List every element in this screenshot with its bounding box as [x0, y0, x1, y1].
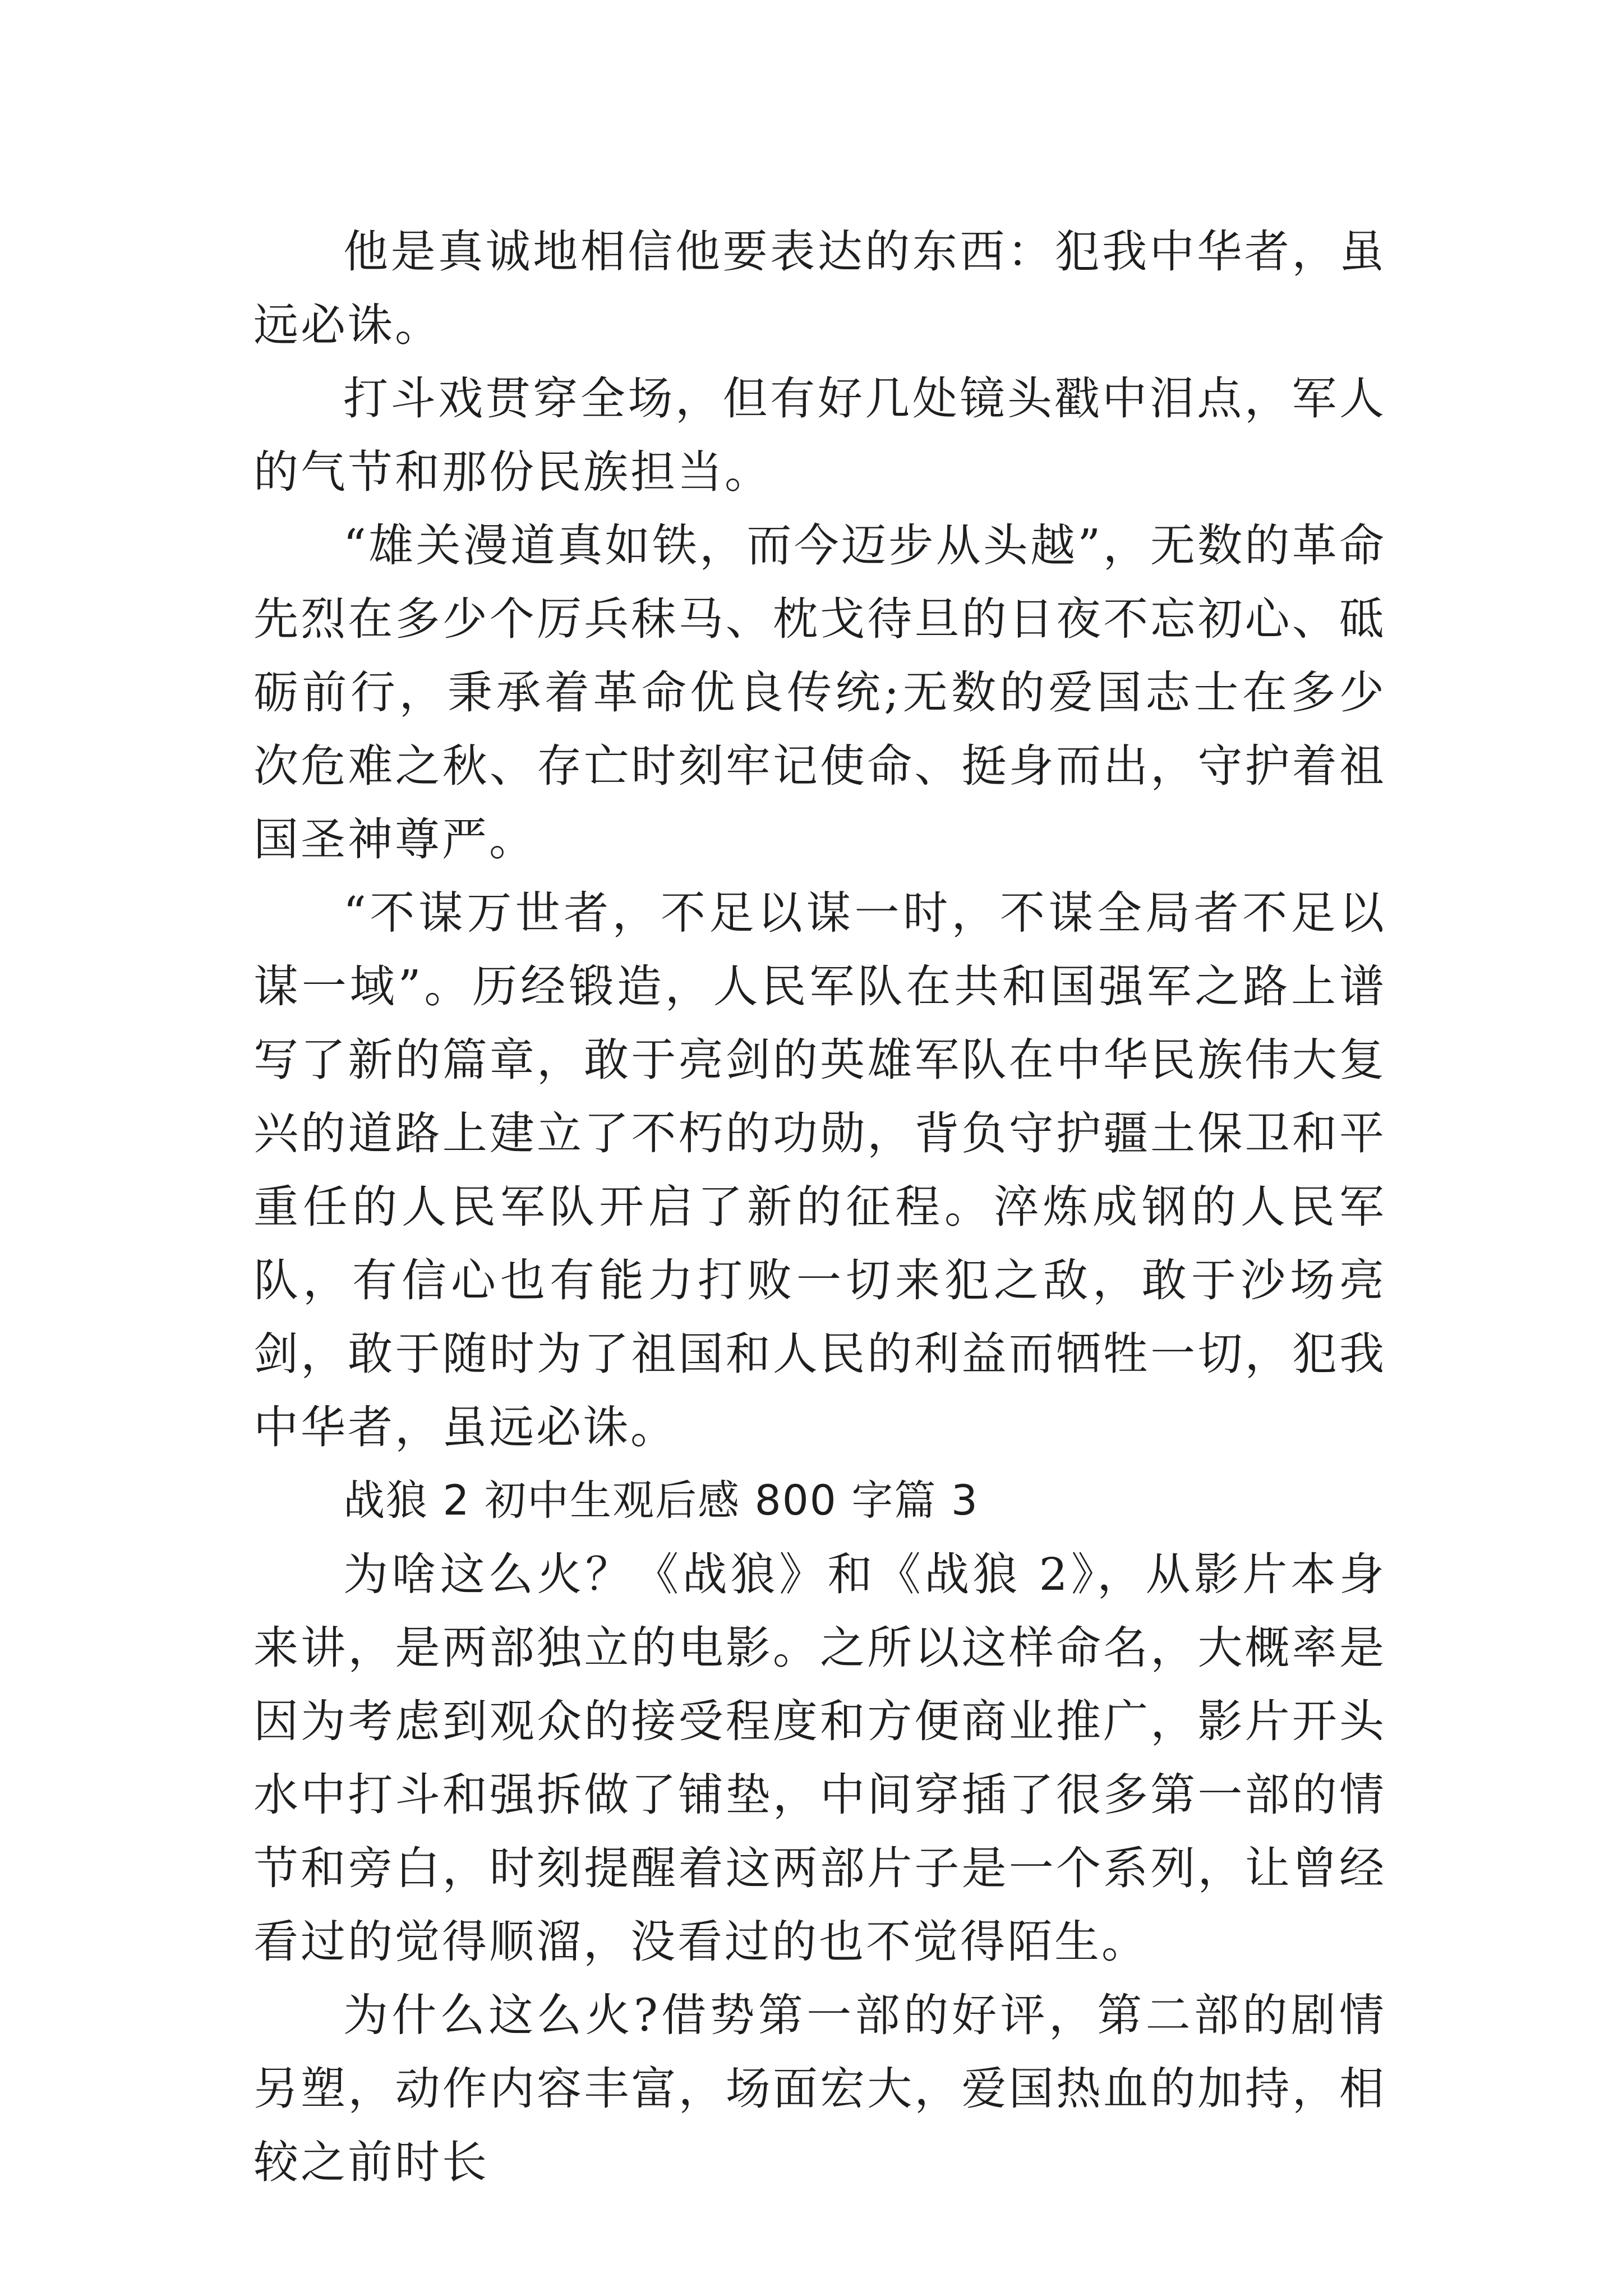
paragraph-3: “雄关漫道真如铁，而今迈步从头越”，无数的革命先烈在多少个厉兵秣马、枕戈待旦的日夜不忘初心、砥砺前行，秉承着革命优良传统;无数的爱国志士在多少次危难之秋、存亡时刻牢记使命、挺身而出，守护着祖国圣神尊严。	[253, 519, 1386, 866]
document-body	[253, 215, 1386, 2199]
paragraph-5: 为啥这么火？《战狼》和《战狼 2》，从影片本身来讲，是两部独立的电影。之所以这样命名，大概率是因为考虑到观众的接受程度和方便商业推广，影片开头水中打斗和强拆做了铺垫，中间穿插了很多第一部的情节和旁白，时刻提醒着这两部片子是一个系列，让曾经看过的觉得顺溜，没看过的也不觉得陌生。	[253, 1548, 1386, 1968]
paragraph-2: 打斗戏贯穿全场，但有好几处镜头戳中泪点，军人的气节和那份民族担当。	[253, 372, 1386, 498]
paragraph-6: 为什么这么火?借势第一部的好评，第二部的剧情另塑，动作内容丰富，场面宏大，爱国热血的加持，相较之前时长	[253, 1989, 1386, 2188]
paragraph-4: “不谋万世者，不足以谋一时，不谋全局者不足以谋一域”。历经锻造，人民军队在共和国强军之路上谱写了新的篇章，敢于亮剑的英雄军队在中华民族伟大复兴的道路上建立了不朽的功勋，背负守护疆土保卫和平重任的人民军队开启了新的征程。淬炼成钢的人民军队，有信心也有能力打败一切来犯之敌，敢于沙场亮剑，敢于随时为了祖国和人民的利益而牺牲一切，犯我中华者，虽远必诛。	[253, 887, 1386, 1453]
paragraph-1: 他是真诚地相信他要表达的东西：犯我中华者，虽远必诛。	[253, 226, 1386, 351]
section-heading: 战狼 2 初中生观后感 800 字篇 3	[343, 1476, 979, 1525]
